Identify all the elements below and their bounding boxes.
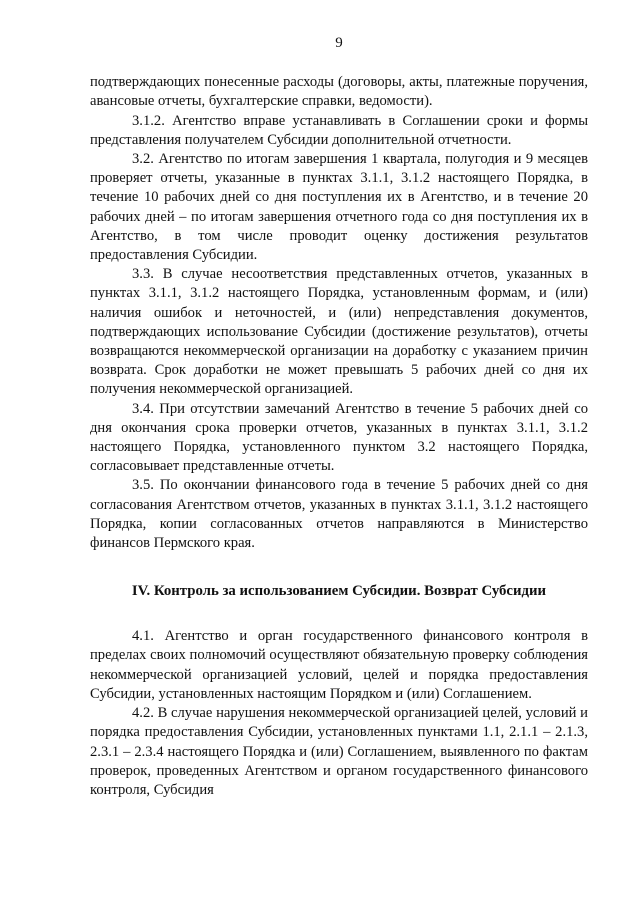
paragraph-continuation: подтверждающих понесенные расходы (договоры, акты, платежные поручения, авансовые отчеты, бухгалтерские справки, ведомости). (90, 74, 588, 110)
page-number: 9 (335, 35, 343, 51)
paragraph-3-2: 3.2. Агентство по итогам завершения 1 квартала, полугодия и 9 месяцев проверяет отчеты, указанные в пунктах 3.1.1, 3.1.2 настоящего Порядка, в течение 10 рабочих дней со дня поступления их в Агентство, и в течение 20 рабочих дней – по итогам завершения отчетного года со дня поступления их в Агентство, в том числе проводит оценку достижения результатов предоставления Субсидии. (90, 151, 588, 264)
paragraph-3-3: 3.3. В случае несоответствия представленных отчетов, указанных в пунктах 3.1.1, 3.1.2 настоящего Порядка, установленным формам, и (или) наличия ошибок и неточностей, и (или) непредставления документов, подтверждающих использование Субсидии (достижение результатов), отчеты возвращаются некоммерческой организации на доработку с указанием причин возврата. Срок доработки не может превышать 5 рабочих дней со дня их получения некоммерческой организацией. (90, 266, 588, 398)
paragraph-4-2: 4.2. В случае нарушения некоммерческой организацией целей, условий и порядка предоставления Субсидии, установленных пунктами 1.1, 2.1.1 – 2.1.3, 2.3.1 – 2.3.4 настоящего Порядка и (или) Соглашением, выявленного по фактам проверок, проведенных Агентством и органом государственного финансового контроля, Субсидия (90, 705, 588, 798)
paragraph-3-4: 3.4. При отсутствии замечаний Агентство в течение 5 рабочих дней со дня окончания срока проверки отчетов, указанных в пунктах 3.1.1, 3.1.2 настоящего Порядка, установленного пунктом 3.2 настоящего Порядка, согласовывает представленные отчеты. (90, 400, 588, 475)
paragraph-4-1: 4.1. Агентство и орган государственного финансового контроля в пределах своих полномочий осуществляют обязательную проверку соблюдения некоммерческой организацией условий, целей и порядка предоставления Субсидии, установленных настоящим Порядком и (или) Соглашением. (90, 628, 588, 702)
section-heading: IV. Контроль за использованием Субсидии. Возврат Субсидии (131, 583, 547, 600)
paragraph-3-5: 3.5. По окончании финансового года в течение 5 рабочих дней со дня согласования Агентством отчетов, указанных в пунктах 3.1.1, 3.1.2 настоящего Порядка, копии согласованных отчетов направляются в Министерство финансов Пермского края. (90, 477, 588, 552)
paragraph-3-1-2: 3.1.2. Агентство вправе устанавливать в Соглашении сроки и формы представления получателем Субсидии дополнительной отчетности. (90, 112, 588, 148)
